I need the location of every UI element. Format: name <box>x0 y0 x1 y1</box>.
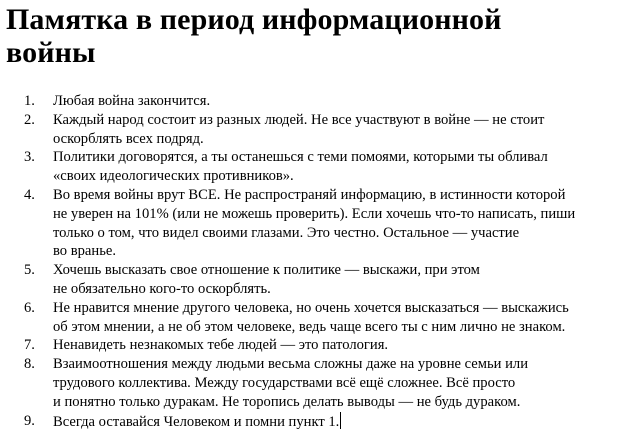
item-text-line: только о том, что видел своими глазами. Это честно. Остальное — участие <box>53 224 520 241</box>
list-item <box>24 299 636 337</box>
item-number: 6. <box>24 299 35 316</box>
item-number: 3. <box>24 149 35 166</box>
item-text-line: об этом мнении, а не об этом человеке, ведь чаще всего ты с ним лично не знаком. <box>53 318 566 335</box>
item-text-line: «своих идеологических противников». <box>53 168 294 185</box>
item-text-line: Любая война закончится. <box>53 93 211 109</box>
item-text-line: Хочешь высказать свое отношение к политике — выскажи, при этом <box>53 262 480 279</box>
page-title <box>6 3 566 69</box>
rules-list <box>24 92 636 431</box>
item-number: 7. <box>24 337 35 354</box>
list-item <box>24 92 636 111</box>
item-text-line: и понятно только дуракам. Не торопись делать выводы — не будь дураком. <box>53 393 521 410</box>
list-item <box>24 111 636 149</box>
item-number: 2. <box>24 111 35 128</box>
title-line: войны <box>6 36 96 69</box>
item-text-line: Взаимоотношения между людьми весьма сложны даже на уровне семьи или <box>53 356 529 373</box>
list-item <box>24 336 636 355</box>
item-text-line: Политики договорятся, а ты останешься с теми помоями, которыми ты обливал <box>53 149 548 166</box>
list-item <box>24 186 636 261</box>
list-item <box>24 412 636 431</box>
item-text-line: оскорблять всех подряд. <box>53 130 204 147</box>
item-text-line: трудового коллектива. Между государствами всё ещё сложнее. Всё просто <box>53 374 516 391</box>
list-item <box>24 261 636 299</box>
item-number: 9. <box>24 412 35 429</box>
item-text-line: Во время войны врут ВСЕ. Не распространяй информацию, в истинности которой <box>53 186 566 203</box>
item-number: 8. <box>24 356 35 373</box>
item-text-line: не уверен на 101% (или не можешь проверить). Если хочешь что-то написать, пиши <box>53 205 576 222</box>
item-text-line: Ненавидеть незнакомых тебе людей — это патология. <box>53 337 389 354</box>
item-text-line <box>53 412 636 431</box>
text-cursor <box>340 412 341 429</box>
item-text-line: не обязательно кого-то оскорблять. <box>53 280 271 297</box>
item-text-line: Каждый народ состоит из разных людей. Не все участвуют в войне — не стоит <box>53 111 545 128</box>
list-item <box>24 355 636 411</box>
item-text-line: во вранье. <box>53 243 116 260</box>
item-text-line: Не нравится мнение другого человека, но очень хочется высказаться — выскажись <box>53 299 569 316</box>
title-line: Памятка в период информационной <box>6 3 502 36</box>
item-number: 4. <box>24 186 35 203</box>
item-number: 5. <box>24 262 35 279</box>
list-item <box>24 148 636 186</box>
item-number: 1. <box>24 93 35 109</box>
item-text: Всегда оставайся Человеком и помни пункт 1. <box>53 413 340 430</box>
